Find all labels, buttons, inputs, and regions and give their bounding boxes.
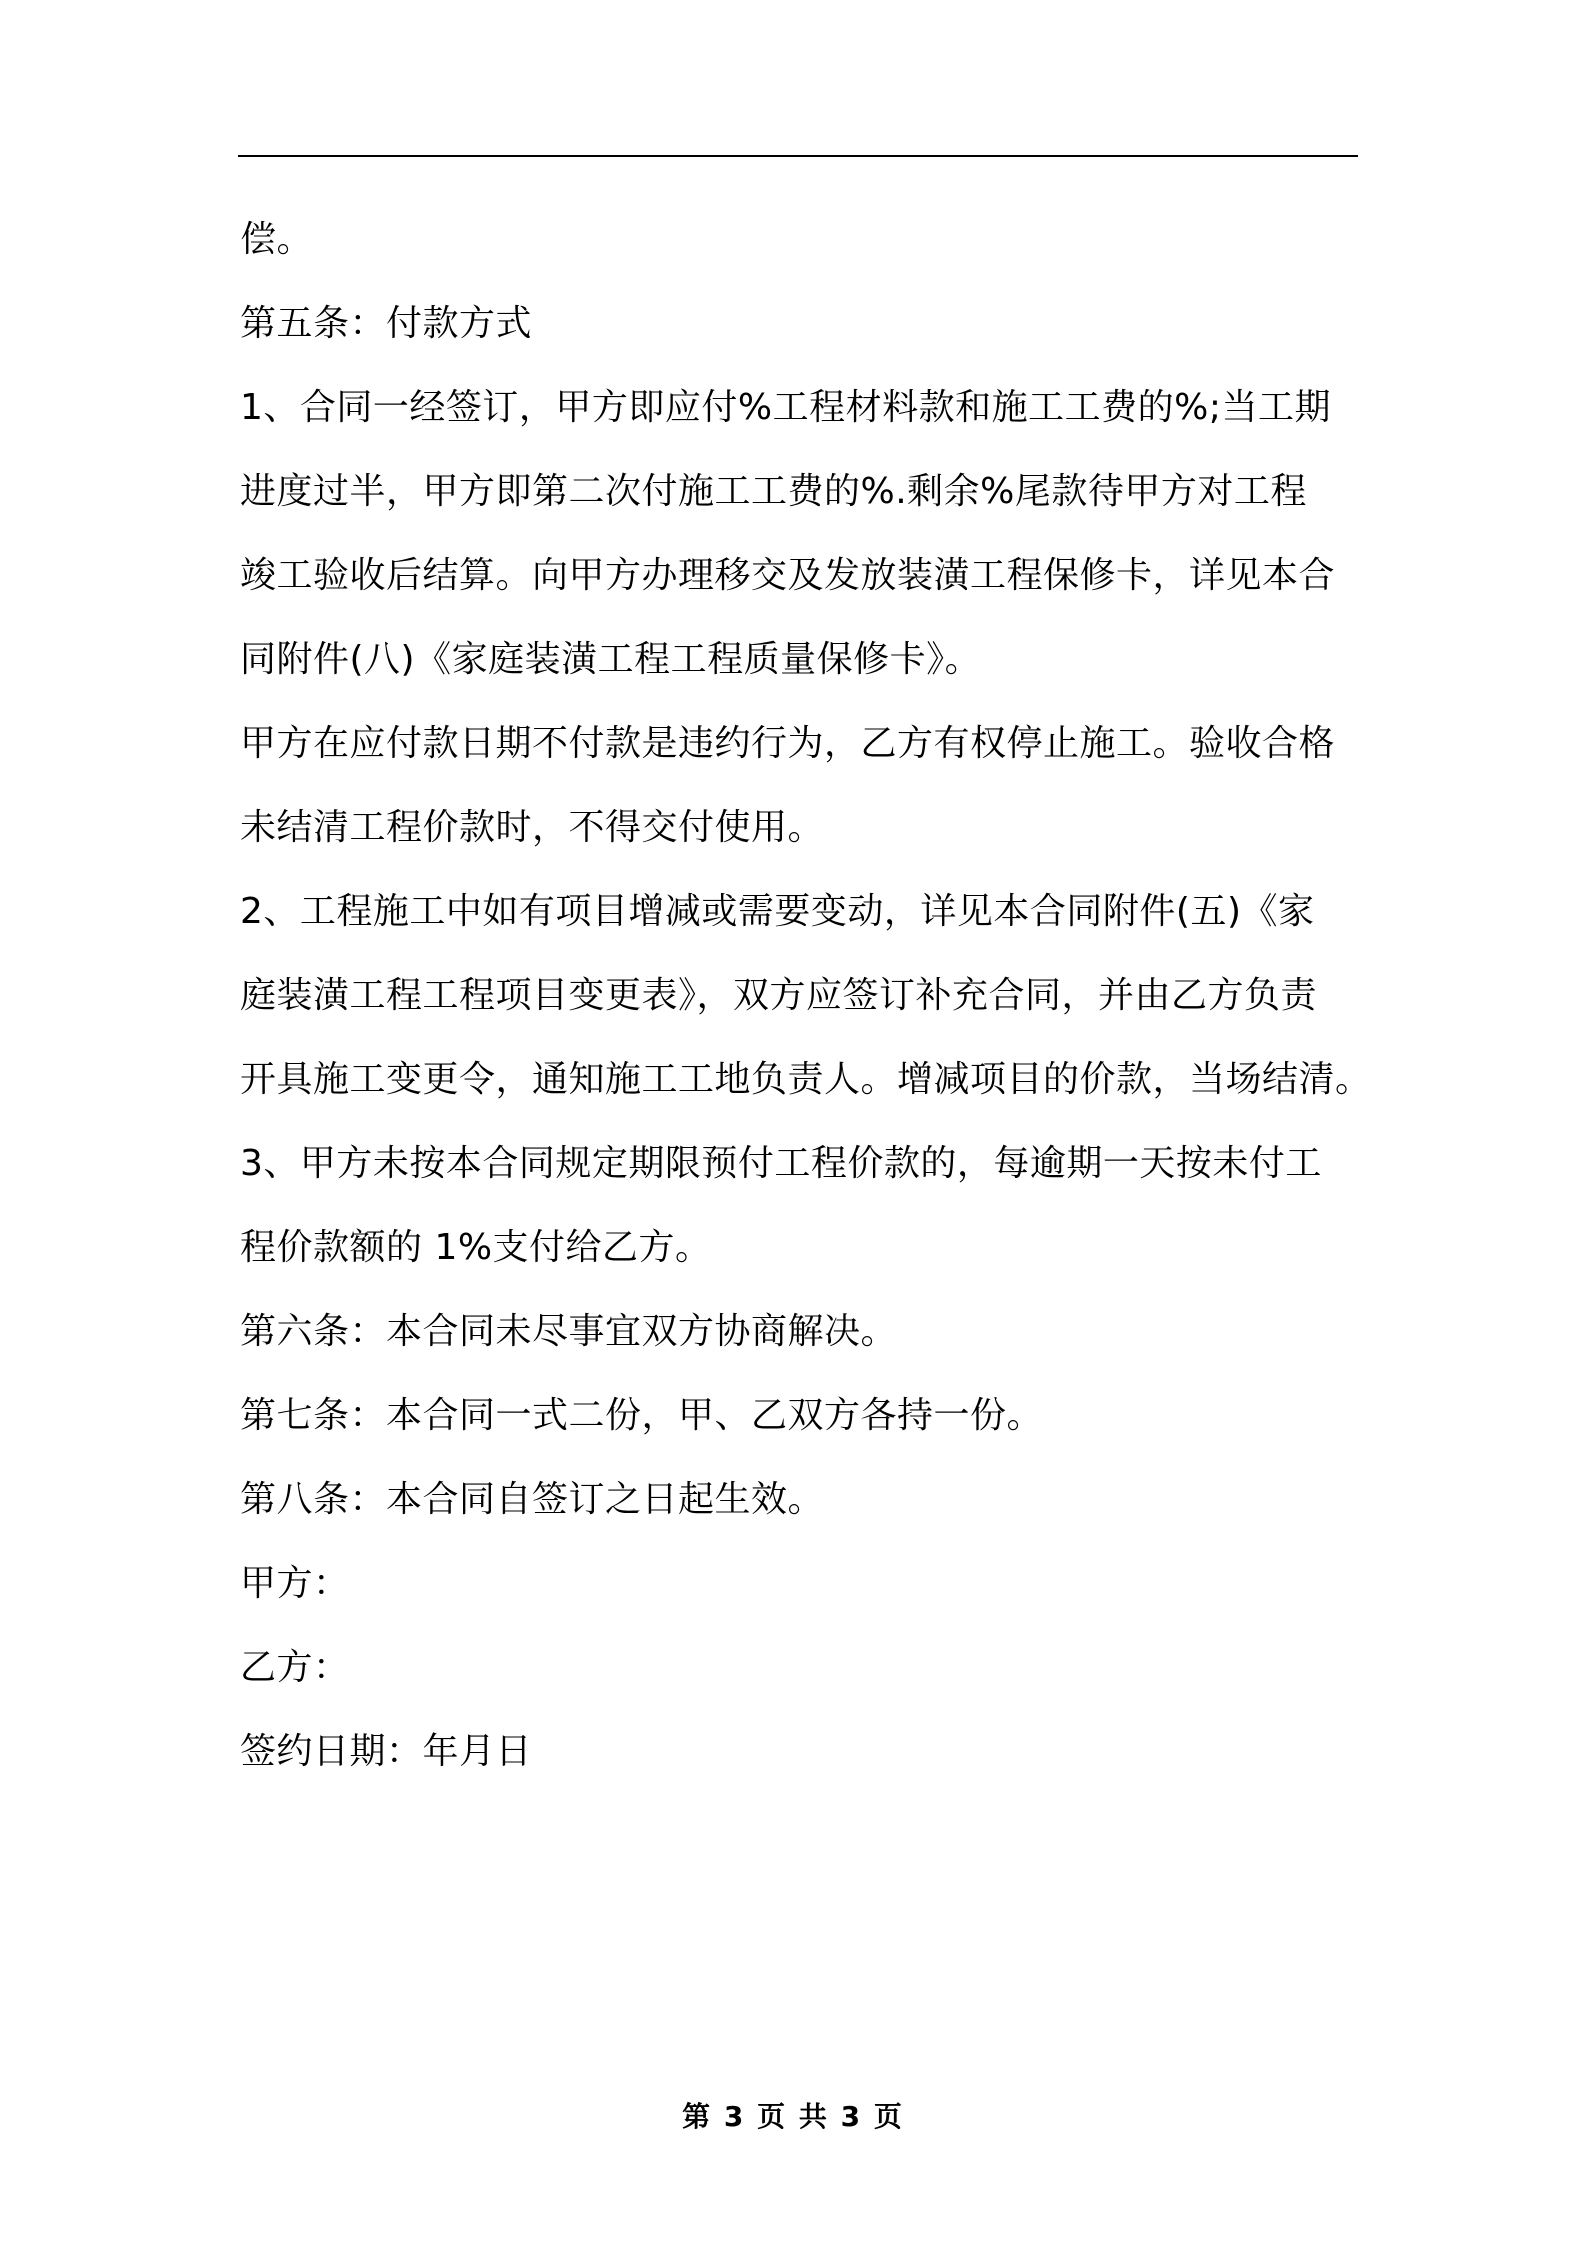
text-line: 2、工程施工中如有项目增减或需要变动，详见本合同附件(五)《家 bbox=[240, 891, 1315, 932]
document-body bbox=[240, 198, 1372, 1794]
article-7: 第七条：本合同一式二份，甲、乙双方各持一份。 bbox=[240, 1395, 1044, 1436]
text-line: 3、甲方未按本合同规定期限预付工程价款的，每逾期一天按未付工 bbox=[240, 1143, 1322, 1184]
text-line: 未结清工程价款时，不得交付使用。 bbox=[240, 807, 825, 848]
party-a-signature-label: 甲方： bbox=[240, 1563, 350, 1604]
party-b-signature-label: 乙方： bbox=[240, 1647, 350, 1688]
text-line: 偿。 bbox=[240, 219, 314, 260]
signing-date-label: 签约日期：年月日 bbox=[240, 1731, 533, 1772]
text-line: 庭装潢工程工程项目变更表》，双方应签订补充合同，并由乙方负责 bbox=[240, 975, 1318, 1016]
text-line: 开具施工变更令，通知施工工地负责人。增减项目的价款，当场结清。 bbox=[240, 1059, 1372, 1100]
text-line: 1、合同一经签订，甲方即应付%工程材料款和施工工费的%;当工期 bbox=[240, 387, 1331, 428]
page-footer bbox=[0, 2095, 1586, 2135]
text-line: 进度过半，甲方即第二次付施工工费的%.剩余%尾款待甲方对工程 bbox=[240, 471, 1307, 512]
page-number: 第 3 页 共 3 页 bbox=[682, 2100, 904, 2133]
text-line: 程价款额的 1%支付给乙方。 bbox=[240, 1227, 712, 1268]
text-line: 甲方在应付款日期不付款是违约行为，乙方有权停止施工。验收合格 bbox=[240, 723, 1336, 764]
article-8: 第八条：本合同自签订之日起生效。 bbox=[240, 1479, 825, 1520]
header-divider bbox=[238, 155, 1358, 157]
article-6: 第六条：本合同未尽事宜双方协商解决。 bbox=[240, 1311, 898, 1352]
article-5-heading: 第五条：付款方式 bbox=[240, 303, 533, 344]
text-line: 竣工验收后结算。向甲方办理移交及发放装潢工程保修卡，详见本合 bbox=[240, 555, 1336, 596]
text-line: 同附件(八)《家庭装潢工程工程质量保修卡》。 bbox=[240, 639, 982, 680]
